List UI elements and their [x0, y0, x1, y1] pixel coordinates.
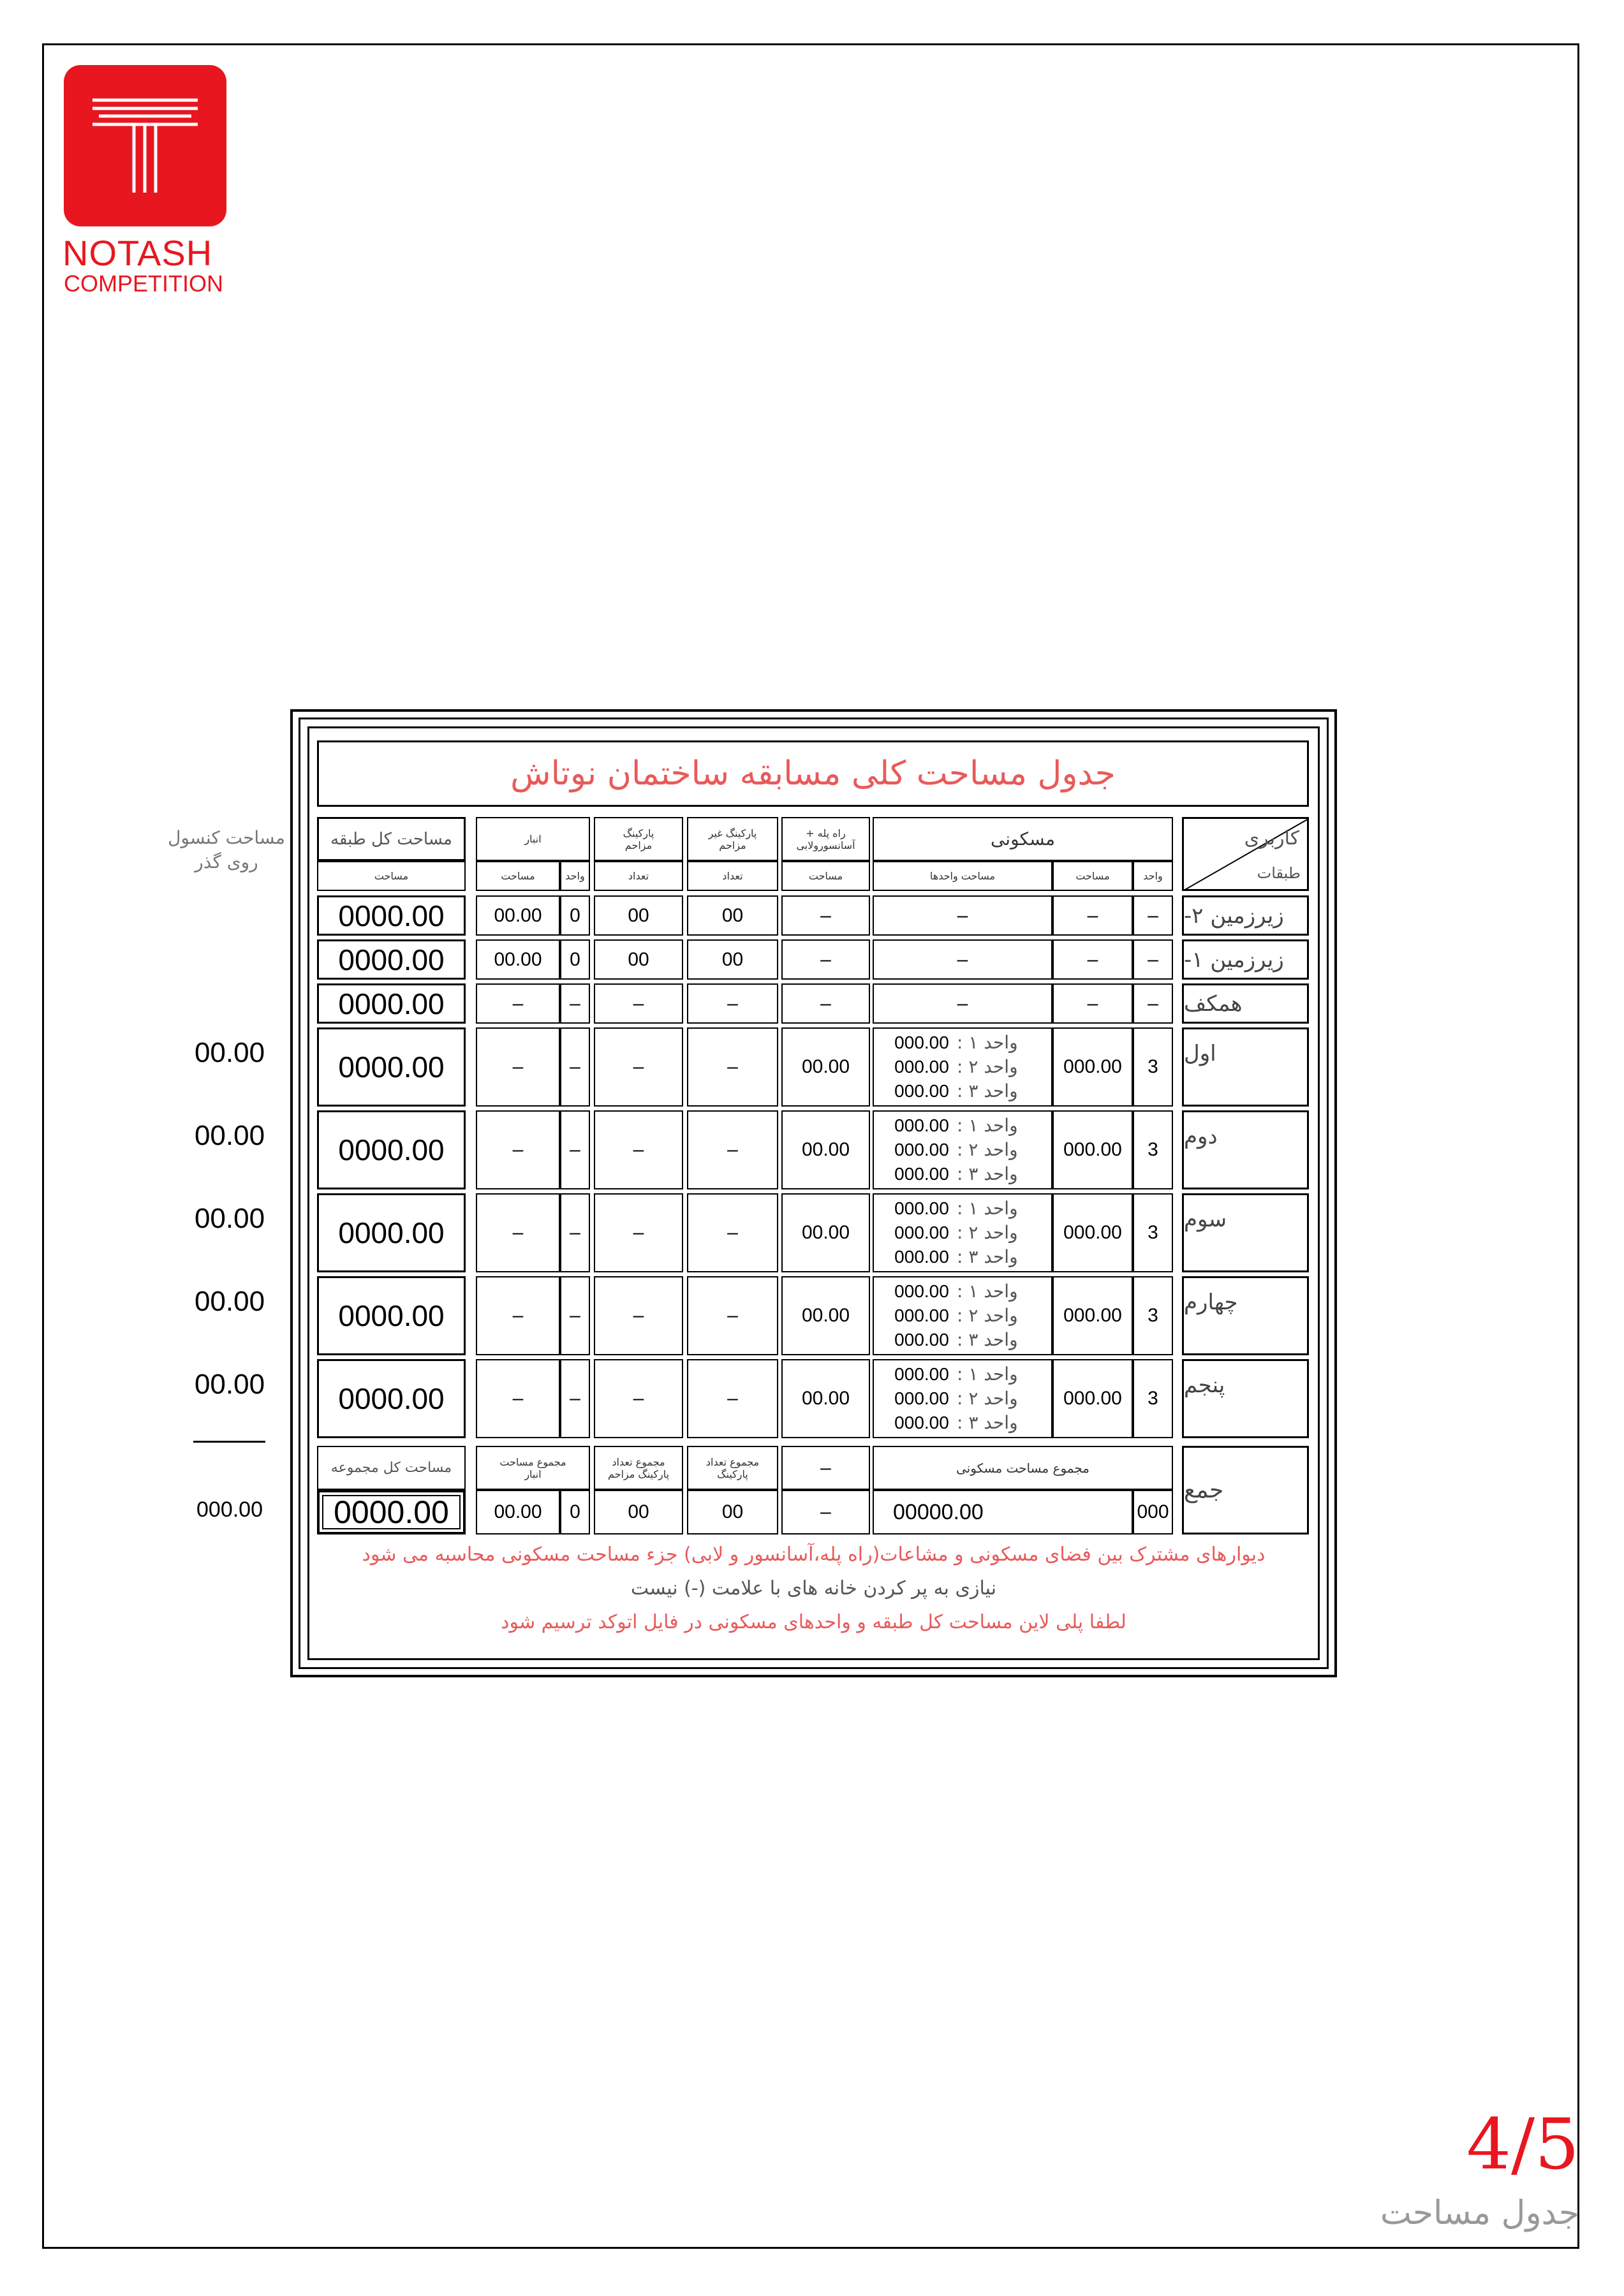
storage-unit: – [560, 1276, 590, 1355]
stair-area: – [781, 983, 870, 1024]
stair-area: 00.00 [781, 1193, 870, 1272]
storage-area: 00.00 [476, 939, 560, 980]
unit-line [887, 1031, 1018, 1055]
units-area [873, 1027, 1052, 1107]
storage-area: – [476, 1193, 560, 1272]
unit-count: 3 [1133, 1359, 1173, 1438]
unit-count: 3 [1133, 1193, 1173, 1272]
res-area: 000.00 [1052, 1276, 1133, 1355]
storage-area: – [476, 1359, 560, 1438]
res-area: – [1052, 983, 1133, 1024]
storage-area: – [476, 1027, 560, 1107]
parking-block-count: 00 [594, 939, 683, 980]
logo-sub: COMPETITION [64, 270, 223, 297]
parking-block-count: – [594, 983, 683, 1024]
parking-free-count: 00 [687, 895, 778, 936]
note-dash: نیازی به پر کردن خانه های با علامت (-) نیست [630, 1577, 997, 1600]
floor-name: پنجم [1182, 1359, 1309, 1438]
stair-area: 00.00 [781, 1276, 870, 1355]
parking-block-total: 00 [594, 1490, 683, 1534]
usage-label: کاربری [1244, 827, 1299, 850]
unit-area-value: 000.00 [894, 1164, 949, 1184]
page-title: جدول مساحت [1380, 2194, 1579, 2232]
unit-area-value: 000.00 [894, 1223, 949, 1242]
stair-area: – [781, 895, 870, 936]
unit-label: واحد ۳ : [957, 1412, 1018, 1433]
storage-unit: – [560, 1027, 590, 1107]
parking-free-total: 00 [687, 1490, 778, 1534]
storage-header: انبار [476, 817, 590, 861]
floor-name: زیرزمین ۲- [1182, 895, 1309, 936]
logo-name: NOTASH [63, 233, 213, 273]
unit-line [887, 1411, 1018, 1435]
storage-total-unit: 0 [560, 1490, 590, 1534]
table-title: جدول مساحت کلی مسابقه ساختمان نوتاش [317, 740, 1309, 807]
floor-name: همکف [1182, 983, 1309, 1024]
storage-area: – [476, 1110, 560, 1189]
parking-block-count: – [594, 1027, 683, 1107]
storage-unit: – [560, 1359, 590, 1438]
units-area [873, 1193, 1052, 1272]
parking-block-count: – [594, 1276, 683, 1355]
stair-total-header: – [781, 1446, 870, 1490]
area-header: مساحت [1052, 861, 1133, 891]
storage-unit: 0 [560, 939, 590, 980]
note-polyline: لطفا پلی لاین مساحت کل طبقه و واحدهای مسکونی در فایل اتوکد ترسیم شود [501, 1611, 1126, 1633]
unit-line [887, 1221, 1018, 1245]
unit-label: واحد ۳ : [957, 1163, 1018, 1184]
parking-block-count: – [594, 1193, 683, 1272]
floor-total: 0000.00 [317, 1110, 466, 1189]
unit-line [887, 1362, 1018, 1387]
stair-total: – [781, 1490, 870, 1534]
stair-area: – [781, 939, 870, 980]
floors-label: طبقات [1257, 864, 1301, 882]
unit-label: واحد ۱ : [957, 1198, 1018, 1219]
header-usage-floors [1182, 817, 1309, 891]
res-total-area: 00000.00 [873, 1490, 1133, 1534]
unit-label: واحد ۱ : [957, 1364, 1018, 1385]
res-total-header: مجموع مساحت مسکونی [873, 1446, 1173, 1490]
parking-free-count: – [687, 1193, 778, 1272]
totals-label: جمع [1182, 1446, 1309, 1534]
unit-line [887, 1138, 1018, 1162]
unit-label: واحد ۳ : [957, 1329, 1018, 1350]
unit-area-value: 000.00 [894, 1413, 949, 1432]
floor-total-area-header: مساحت [317, 861, 466, 891]
unit-area-value: 000.00 [894, 1140, 949, 1159]
units-area [873, 1110, 1052, 1189]
unit-label: واحد ۳ : [957, 1246, 1018, 1267]
units-area: – [873, 939, 1052, 980]
unit-label: واحد ۲ : [957, 1139, 1018, 1160]
units-area-header: مساحت واحدها [873, 861, 1052, 891]
floor-name: زیرزمین ۱- [1182, 939, 1309, 980]
res-area: – [1052, 895, 1133, 936]
unit-count: 3 [1133, 1276, 1173, 1355]
res-area: 000.00 [1052, 1359, 1133, 1438]
parking-block-header: پارکینگ مزاحم [594, 817, 683, 861]
parking-free-header: پارکینگ غیر مزاحم [687, 817, 778, 861]
stair-area: 00.00 [781, 1027, 870, 1107]
floor-total-header: مساحت کل طبقه [317, 817, 466, 861]
console-value: 00.00 [194, 1037, 265, 1068]
parking-free-count: – [687, 1359, 778, 1438]
units-area [873, 1359, 1052, 1438]
units-area: – [873, 983, 1052, 1024]
floor-total: 0000.00 [317, 1276, 466, 1355]
storage-unit-header: واحد [560, 861, 590, 891]
unit-line [887, 1114, 1018, 1138]
unit-label: واحد ۳ : [957, 1080, 1018, 1101]
grand-total: 0000.00 [317, 1490, 466, 1534]
console-value: 00.00 [194, 1120, 265, 1151]
floor-name: سوم [1182, 1193, 1309, 1272]
storage-unit: – [560, 983, 590, 1024]
floor-total: 0000.00 [317, 1193, 466, 1272]
unit-line [887, 1387, 1018, 1411]
storage-area-header: مساحت [476, 861, 560, 891]
storage-unit: – [560, 1110, 590, 1189]
floor-total: 0000.00 [317, 939, 466, 980]
parking-free-count: – [687, 1276, 778, 1355]
unit-area-value: 000.00 [894, 1364, 949, 1384]
unit-area-value: 000.00 [894, 1081, 949, 1101]
stair-area: 00.00 [781, 1110, 870, 1189]
floor-name: اول [1182, 1027, 1309, 1107]
storage-area: – [476, 983, 560, 1024]
unit-count: – [1133, 939, 1173, 980]
console-value: 00.00 [194, 1203, 265, 1234]
unit-label: واحد ۲ : [957, 1388, 1018, 1409]
console-value: 00.00 [194, 1286, 265, 1317]
floor-total: 0000.00 [317, 983, 466, 1024]
floor-name: دوم [1182, 1110, 1309, 1189]
note-walls: دیوارهای مشترک بین فضای مسکونی و مشاعات(راه پله،آسانسور و لابی) جزء مساحت مسکونی محاسبه می شود [362, 1543, 1266, 1566]
storage-unit: – [560, 1193, 590, 1272]
parking-free-total-header: مجموع تعداد پارکینگ [687, 1446, 778, 1490]
unit-area-value: 000.00 [894, 1057, 949, 1077]
unit-count: – [1133, 983, 1173, 1024]
console-total: 000.00 [196, 1498, 263, 1522]
parking-free-count-header: تعداد [687, 861, 778, 891]
unit-label: واحد ۲ : [957, 1222, 1018, 1243]
storage-unit: 0 [560, 895, 590, 936]
unit-area-value: 000.00 [894, 1033, 949, 1052]
unit-line [887, 1079, 1018, 1103]
unit-line [887, 1279, 1018, 1304]
units-area: – [873, 895, 1052, 936]
floor-total: 0000.00 [317, 895, 466, 936]
storage-area: 00.00 [476, 895, 560, 936]
res-total-units: 000 [1133, 1490, 1173, 1534]
unit-area-value: 000.00 [894, 1115, 949, 1135]
divider [193, 1441, 265, 1443]
unit-header: واحد [1133, 861, 1173, 891]
unit-label: واحد ۱ : [957, 1032, 1018, 1053]
storage-area: – [476, 1276, 560, 1355]
res-area: 000.00 [1052, 1027, 1133, 1107]
unit-line [887, 1055, 1018, 1079]
parking-free-count: – [687, 983, 778, 1024]
res-area: 000.00 [1052, 1193, 1133, 1272]
unit-line [887, 1162, 1018, 1186]
grand-total-header: مساحت کل مجموعه [317, 1446, 466, 1490]
console-value: 00.00 [194, 1369, 265, 1400]
unit-area-value: 000.00 [894, 1198, 949, 1218]
unit-label: واحد ۲ : [957, 1056, 1018, 1077]
unit-area-value: 000.00 [894, 1388, 949, 1408]
notash-logo [64, 65, 226, 226]
unit-area-value: 000.00 [894, 1247, 949, 1267]
page-number: 4/5 [1466, 2103, 1579, 2185]
unit-area-value: 000.00 [894, 1306, 949, 1325]
unit-label: واحد ۲ : [957, 1305, 1018, 1326]
unit-count: 3 [1133, 1027, 1173, 1107]
unit-line [887, 1245, 1018, 1269]
parking-block-count: – [594, 1359, 683, 1438]
parking-free-count: 00 [687, 939, 778, 980]
unit-label: واحد ۱ : [957, 1281, 1018, 1302]
storage-total-area: 00.00 [476, 1490, 560, 1534]
unit-area-value: 000.00 [894, 1330, 949, 1350]
unit-count: – [1133, 895, 1173, 936]
stair-header: راه پله + آسانسورولابی [781, 817, 870, 861]
parking-free-count: – [687, 1027, 778, 1107]
floor-total: 0000.00 [317, 1359, 466, 1438]
floor-name: چهارم [1182, 1276, 1309, 1355]
parking-block-count: 00 [594, 895, 683, 936]
parking-free-count: – [687, 1110, 778, 1189]
stair-area: 00.00 [781, 1359, 870, 1438]
stair-area-header: مساحت [781, 861, 870, 891]
pillar-icon [64, 65, 226, 226]
unit-area-value: 000.00 [894, 1281, 949, 1301]
unit-line [887, 1328, 1018, 1352]
floor-total: 0000.00 [317, 1027, 466, 1107]
residential-header: مسکونی [873, 817, 1173, 861]
unit-count: 3 [1133, 1110, 1173, 1189]
units-area [873, 1276, 1052, 1355]
storage-total-header: مجموع مساحت انبار [476, 1446, 590, 1490]
console-area-header: مساحت کنسول روی گذر [168, 827, 285, 872]
parking-block-count: – [594, 1110, 683, 1189]
parking-block-count-header: تعداد [594, 861, 683, 891]
res-area: – [1052, 939, 1133, 980]
unit-label: واحد ۱ : [957, 1115, 1018, 1136]
unit-line [887, 1196, 1018, 1221]
parking-block-total-header: مجموع تعداد پارکینگ مزاحم [594, 1446, 683, 1490]
unit-line [887, 1304, 1018, 1328]
res-area: 000.00 [1052, 1110, 1133, 1189]
